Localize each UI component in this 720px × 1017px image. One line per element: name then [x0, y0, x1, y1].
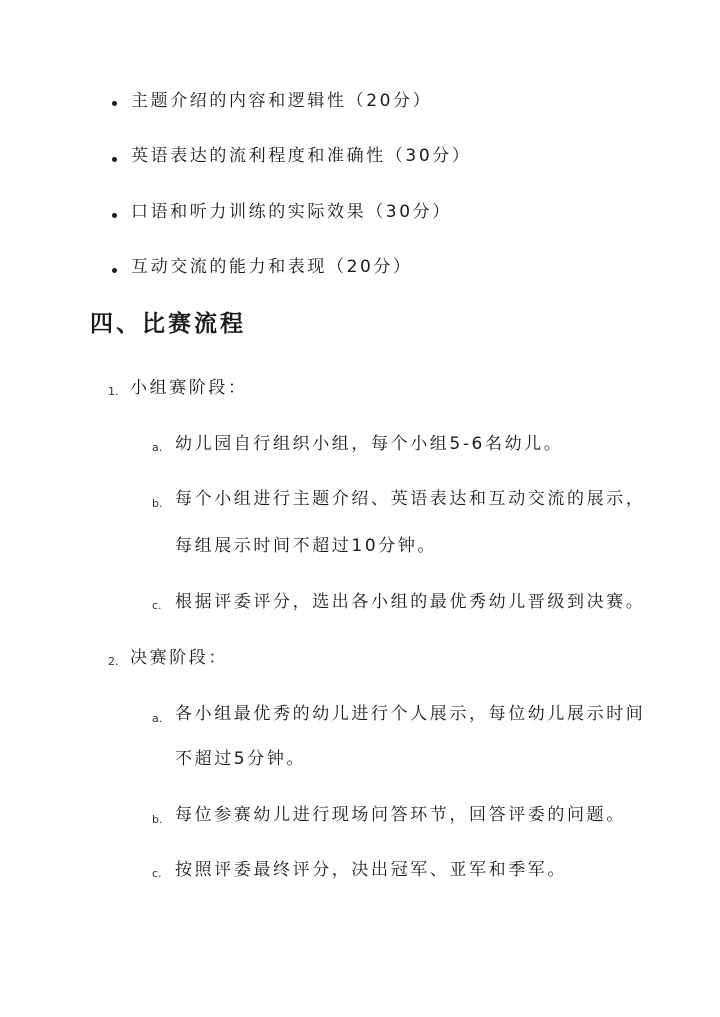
item-letter: c. — [152, 599, 162, 612]
stage-item-line: 每位参赛幼儿进行现场问答环节，回答评委的问题。 — [175, 805, 626, 825]
stage-title: 小组赛阶段： — [130, 378, 248, 398]
bullet-icon — [112, 157, 117, 162]
criteria-item: 互动交流的能力和表现（20分） — [131, 257, 413, 277]
bullet-icon — [112, 268, 117, 273]
stage-number: 2. — [108, 655, 119, 668]
stage-item-line: 各小组最优秀的幼儿进行个人展示，每位幼儿展示时间 — [175, 704, 646, 724]
item-letter: c. — [152, 867, 162, 880]
criteria-item: 主题介绍的内容和逻辑性（20分） — [131, 91, 433, 111]
item-letter: a. — [152, 712, 163, 725]
stage-item-line: 幼儿园自行组织小组，每个小组5-6名幼儿。 — [175, 434, 564, 454]
stage-item-line: 每个小组进行主题介绍、英语表达和互动交流的展示， — [175, 489, 646, 509]
stage-item-line: 按照评委最终评分，决出冠军、亚军和季军。 — [175, 860, 567, 880]
stage-title: 决赛阶段： — [130, 648, 228, 668]
bullet-icon — [112, 213, 117, 218]
item-letter: a. — [152, 441, 163, 454]
criteria-item: 口语和听力训练的实际效果（30分） — [131, 202, 452, 222]
bullet-icon — [112, 101, 117, 106]
item-letter: b. — [152, 813, 163, 826]
stage-item-line: 根据评委评分，选出各小组的最优秀幼儿晋级到决赛。 — [175, 592, 646, 612]
stage-item-line: 每组展示时间不超过10分钟。 — [175, 536, 438, 556]
criteria-item: 英语表达的流利程度和准确性（30分） — [131, 146, 472, 166]
item-letter: b. — [152, 497, 163, 510]
section-heading: 四、比赛流程 — [90, 311, 246, 337]
stage-number: 1. — [108, 385, 119, 398]
stage-item-line: 不超过5分钟。 — [175, 749, 307, 769]
